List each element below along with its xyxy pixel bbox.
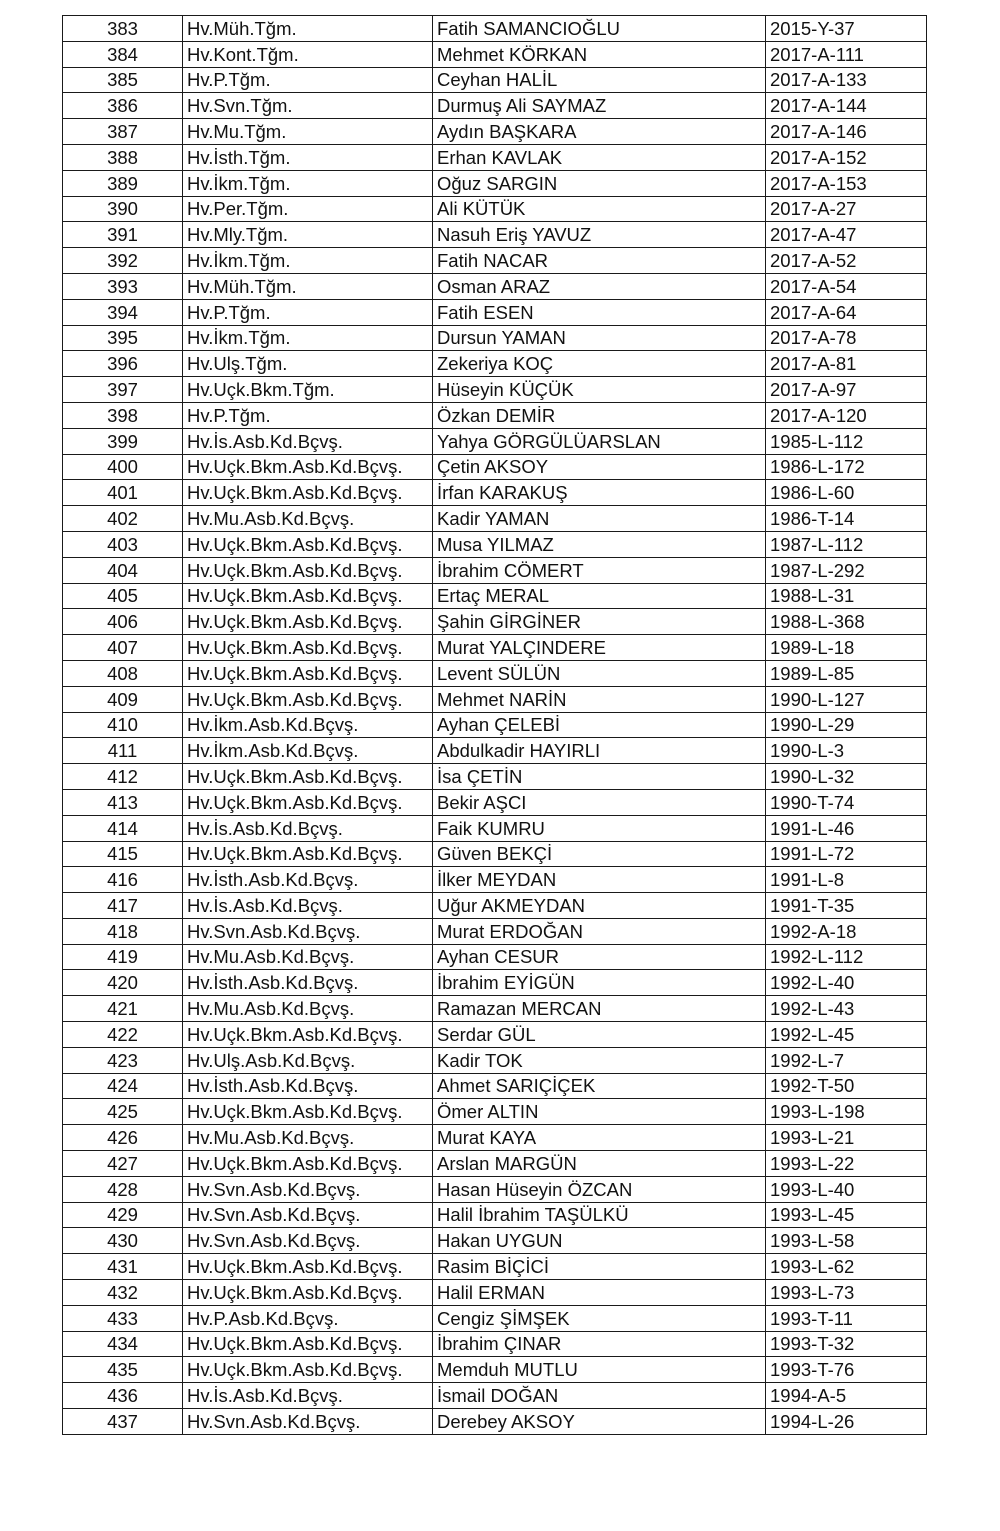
full-name-cell: Ayhan CESUR: [433, 944, 766, 970]
row-number-cell: 395: [63, 325, 183, 351]
rank-cell: Hv.İs.Asb.Kd.Bçvş.: [183, 815, 433, 841]
full-name-cell: Musa YILMAZ: [433, 531, 766, 557]
table-row: [63, 1202, 927, 1228]
full-name-cell: Durmuş Ali SAYMAZ: [433, 93, 766, 119]
row-number-cell: 412: [63, 764, 183, 790]
registry-number-cell: 2017-A-152: [766, 144, 927, 170]
table-row: [63, 428, 927, 454]
row-number-cell: 428: [63, 1176, 183, 1202]
rank-cell: Hv.İkm.Asb.Kd.Bçvş.: [183, 712, 433, 738]
table-row: [63, 454, 927, 480]
row-number-cell: 409: [63, 686, 183, 712]
table-row: [63, 196, 927, 222]
table-row: [63, 557, 927, 583]
rank-cell: Hv.Uçk.Bkm.Asb.Kd.Bçvş.: [183, 480, 433, 506]
table-row: [63, 170, 927, 196]
rank-cell: Hv.İs.Asb.Kd.Bçvş.: [183, 428, 433, 454]
table-row: [63, 996, 927, 1022]
table-row: [63, 1409, 927, 1435]
rank-cell: Hv.Mu.Tğm.: [183, 119, 433, 145]
row-number-cell: 401: [63, 480, 183, 506]
registry-number-cell: 2017-A-111: [766, 41, 927, 67]
registry-number-cell: 1993-L-40: [766, 1176, 927, 1202]
full-name-cell: Ceyhan HALİL: [433, 67, 766, 93]
table-row: [63, 1047, 927, 1073]
registry-number-cell: 2017-A-64: [766, 299, 927, 325]
registry-number-cell: 1992-T-50: [766, 1073, 927, 1099]
registry-number-cell: 1986-L-172: [766, 454, 927, 480]
registry-number-cell: 1990-L-127: [766, 686, 927, 712]
full-name-cell: İbrahim CÖMERT: [433, 557, 766, 583]
rank-cell: Hv.Uçk.Bkm.Asb.Kd.Bçvş.: [183, 841, 433, 867]
registry-number-cell: 1993-T-76: [766, 1357, 927, 1383]
registry-number-cell: 2017-A-81: [766, 351, 927, 377]
row-number-cell: 402: [63, 506, 183, 532]
rank-cell: Hv.Mly.Tğm.: [183, 222, 433, 248]
registry-number-cell: 1990-T-74: [766, 789, 927, 815]
rank-cell: Hv.Uçk.Bkm.Asb.Kd.Bçvş.: [183, 583, 433, 609]
row-number-cell: 392: [63, 248, 183, 274]
rank-cell: Hv.İkm.Tğm.: [183, 170, 433, 196]
table-row: [63, 273, 927, 299]
registry-number-cell: 1993-T-32: [766, 1331, 927, 1357]
table-row: [63, 583, 927, 609]
full-name-cell: Ahmet SARIÇİÇEK: [433, 1073, 766, 1099]
full-name-cell: İlker MEYDAN: [433, 867, 766, 893]
full-name-cell: Dursun YAMAN: [433, 325, 766, 351]
row-number-cell: 424: [63, 1073, 183, 1099]
table-row: [63, 67, 927, 93]
table-row: [63, 764, 927, 790]
registry-number-cell: 2017-A-120: [766, 402, 927, 428]
full-name-cell: Rasim BİÇİCİ: [433, 1254, 766, 1280]
row-number-cell: 427: [63, 1151, 183, 1177]
registry-number-cell: 1988-L-31: [766, 583, 927, 609]
rank-cell: Hv.İkm.Asb.Kd.Bçvş.: [183, 738, 433, 764]
table-row: [63, 1383, 927, 1409]
row-number-cell: 415: [63, 841, 183, 867]
table-row: [63, 377, 927, 403]
row-number-cell: 413: [63, 789, 183, 815]
full-name-cell: İsmail DOĞAN: [433, 1383, 766, 1409]
registry-number-cell: 1992-L-43: [766, 996, 927, 1022]
registry-number-cell: 1993-L-21: [766, 1125, 927, 1151]
registry-number-cell: 1993-L-22: [766, 1151, 927, 1177]
rank-cell: Hv.Mu.Asb.Kd.Bçvş.: [183, 506, 433, 532]
row-number-cell: 421: [63, 996, 183, 1022]
registry-number-cell: 1990-L-32: [766, 764, 927, 790]
row-number-cell: 383: [63, 16, 183, 42]
row-number-cell: 407: [63, 635, 183, 661]
row-number-cell: 398: [63, 402, 183, 428]
full-name-cell: Serdar GÜL: [433, 1022, 766, 1048]
table-row: [63, 841, 927, 867]
row-number-cell: 400: [63, 454, 183, 480]
table-row: [63, 93, 927, 119]
full-name-cell: İbrahim ÇINAR: [433, 1331, 766, 1357]
row-number-cell: 430: [63, 1228, 183, 1254]
full-name-cell: Mehmet NARİN: [433, 686, 766, 712]
full-name-cell: Derebey AKSOY: [433, 1409, 766, 1435]
full-name-cell: Memduh MUTLU: [433, 1357, 766, 1383]
table-row: [63, 41, 927, 67]
table-row: [63, 635, 927, 661]
registry-number-cell: 2017-A-47: [766, 222, 927, 248]
table-row: [63, 531, 927, 557]
full-name-cell: Ayhan ÇELEBİ: [433, 712, 766, 738]
full-name-cell: Ertaç MERAL: [433, 583, 766, 609]
full-name-cell: Ömer ALTIN: [433, 1099, 766, 1125]
table-row: [63, 738, 927, 764]
rank-cell: Hv.Svn.Asb.Kd.Bçvş.: [183, 1202, 433, 1228]
rank-cell: Hv.P.Tğm.: [183, 299, 433, 325]
row-number-cell: 436: [63, 1383, 183, 1409]
rank-cell: Hv.İsth.Asb.Kd.Bçvş.: [183, 970, 433, 996]
full-name-cell: İbrahim EYİGÜN: [433, 970, 766, 996]
full-name-cell: Arslan MARGÜN: [433, 1151, 766, 1177]
table-row: [63, 119, 927, 145]
rank-cell: Hv.Ulş.Tğm.: [183, 351, 433, 377]
registry-number-cell: 1992-L-7: [766, 1047, 927, 1073]
full-name-cell: Çetin AKSOY: [433, 454, 766, 480]
full-name-cell: Halil İbrahim TAŞÜLKÜ: [433, 1202, 766, 1228]
table-row: [63, 1280, 927, 1306]
full-name-cell: Özkan DEMİR: [433, 402, 766, 428]
rank-cell: Hv.İsth.Asb.Kd.Bçvş.: [183, 867, 433, 893]
full-name-cell: Kadir YAMAN: [433, 506, 766, 532]
table-row: [63, 1125, 927, 1151]
registry-number-cell: 1993-L-45: [766, 1202, 927, 1228]
row-number-cell: 418: [63, 918, 183, 944]
table-row: [63, 506, 927, 532]
row-number-cell: 437: [63, 1409, 183, 1435]
registry-number-cell: 1992-L-112: [766, 944, 927, 970]
rank-cell: Hv.Mu.Asb.Kd.Bçvş.: [183, 1125, 433, 1151]
full-name-cell: Mehmet KÖRKAN: [433, 41, 766, 67]
row-number-cell: 386: [63, 93, 183, 119]
rank-cell: Hv.Svn.Asb.Kd.Bçvş.: [183, 1409, 433, 1435]
table-row: [63, 1357, 927, 1383]
registry-number-cell: 1994-L-26: [766, 1409, 927, 1435]
row-number-cell: 385: [63, 67, 183, 93]
row-number-cell: 426: [63, 1125, 183, 1151]
rank-cell: Hv.Mu.Asb.Kd.Bçvş.: [183, 996, 433, 1022]
registry-number-cell: 1991-L-46: [766, 815, 927, 841]
row-number-cell: 406: [63, 609, 183, 635]
rank-cell: Hv.Ulş.Asb.Kd.Bçvş.: [183, 1047, 433, 1073]
row-number-cell: 408: [63, 660, 183, 686]
row-number-cell: 422: [63, 1022, 183, 1048]
full-name-cell: Aydın BAŞKARA: [433, 119, 766, 145]
rank-cell: Hv.Uçk.Bkm.Asb.Kd.Bçvş.: [183, 1280, 433, 1306]
full-name-cell: Şahin GİRGİNER: [433, 609, 766, 635]
registry-number-cell: 2017-A-153: [766, 170, 927, 196]
table-row: [63, 1176, 927, 1202]
rank-cell: Hv.P.Asb.Kd.Bçvş.: [183, 1305, 433, 1331]
full-name-cell: Oğuz SARGIN: [433, 170, 766, 196]
rank-cell: Hv.Uçk.Bkm.Asb.Kd.Bçvş.: [183, 1022, 433, 1048]
row-number-cell: 410: [63, 712, 183, 738]
table-row: [63, 686, 927, 712]
rank-cell: Hv.Uçk.Bkm.Asb.Kd.Bçvş.: [183, 1099, 433, 1125]
full-name-cell: Ali KÜTÜK: [433, 196, 766, 222]
table-row: [63, 1254, 927, 1280]
registry-number-cell: 1985-L-112: [766, 428, 927, 454]
row-number-cell: 393: [63, 273, 183, 299]
row-number-cell: 419: [63, 944, 183, 970]
table-row: [63, 299, 927, 325]
full-name-cell: Halil ERMAN: [433, 1280, 766, 1306]
full-name-cell: İsa ÇETİN: [433, 764, 766, 790]
registry-number-cell: 1993-L-58: [766, 1228, 927, 1254]
full-name-cell: Osman ARAZ: [433, 273, 766, 299]
full-name-cell: Fatih NACAR: [433, 248, 766, 274]
table-row: [63, 1099, 927, 1125]
registry-number-cell: 1988-L-368: [766, 609, 927, 635]
full-name-cell: Fatih SAMANCIOĞLU: [433, 16, 766, 42]
row-number-cell: 435: [63, 1357, 183, 1383]
registry-number-cell: 1992-L-40: [766, 970, 927, 996]
registry-number-cell: 2017-A-144: [766, 93, 927, 119]
rank-cell: Hv.Uçk.Bkm.Asb.Kd.Bçvş.: [183, 557, 433, 583]
rank-cell: Hv.Uçk.Bkm.Asb.Kd.Bçvş.: [183, 531, 433, 557]
registry-number-cell: 1986-T-14: [766, 506, 927, 532]
row-number-cell: 433: [63, 1305, 183, 1331]
full-name-cell: İrfan KARAKUŞ: [433, 480, 766, 506]
table-row: [63, 144, 927, 170]
full-name-cell: Murat YALÇINDERE: [433, 635, 766, 661]
full-name-cell: Nasuh Eriş YAVUZ: [433, 222, 766, 248]
rank-cell: Hv.Kont.Tğm.: [183, 41, 433, 67]
registry-number-cell: 2017-A-97: [766, 377, 927, 403]
rank-cell: Hv.Svn.Asb.Kd.Bçvş.: [183, 1228, 433, 1254]
rank-cell: Hv.Uçk.Bkm.Asb.Kd.Bçvş.: [183, 660, 433, 686]
table-row: [63, 660, 927, 686]
rank-cell: Hv.Uçk.Bkm.Asb.Kd.Bçvş.: [183, 1254, 433, 1280]
row-number-cell: 429: [63, 1202, 183, 1228]
registry-number-cell: 2017-A-78: [766, 325, 927, 351]
table-row: [63, 918, 927, 944]
full-name-cell: Murat KAYA: [433, 1125, 766, 1151]
registry-number-cell: 1986-L-60: [766, 480, 927, 506]
registry-number-cell: 1990-L-3: [766, 738, 927, 764]
full-name-cell: Bekir AŞCI: [433, 789, 766, 815]
rank-cell: Hv.Uçk.Bkm.Asb.Kd.Bçvş.: [183, 609, 433, 635]
rank-cell: Hv.Uçk.Bkm.Asb.Kd.Bçvş.: [183, 789, 433, 815]
full-name-cell: Ramazan MERCAN: [433, 996, 766, 1022]
table-row: [63, 815, 927, 841]
rank-cell: Hv.Svn.Asb.Kd.Bçvş.: [183, 918, 433, 944]
registry-number-cell: 2017-A-52: [766, 248, 927, 274]
row-number-cell: 396: [63, 351, 183, 377]
registry-number-cell: 1991-T-35: [766, 893, 927, 919]
rank-cell: Hv.İs.Asb.Kd.Bçvş.: [183, 1383, 433, 1409]
registry-number-cell: 1987-L-292: [766, 557, 927, 583]
full-name-cell: Levent SÜLÜN: [433, 660, 766, 686]
row-number-cell: 394: [63, 299, 183, 325]
full-name-cell: Fatih ESEN: [433, 299, 766, 325]
row-number-cell: 411: [63, 738, 183, 764]
row-number-cell: 404: [63, 557, 183, 583]
table-row: [63, 351, 927, 377]
registry-number-cell: 1993-L-198: [766, 1099, 927, 1125]
full-name-cell: Zekeriya KOÇ: [433, 351, 766, 377]
registry-number-cell: 1993-L-73: [766, 1280, 927, 1306]
full-name-cell: Yahya GÖRGÜLÜARSLAN: [433, 428, 766, 454]
table-row: [63, 789, 927, 815]
row-number-cell: 417: [63, 893, 183, 919]
table-row: [63, 402, 927, 428]
row-number-cell: 390: [63, 196, 183, 222]
full-name-cell: Murat ERDOĞAN: [433, 918, 766, 944]
full-name-cell: Hasan Hüseyin ÖZCAN: [433, 1176, 766, 1202]
table-row: [63, 1022, 927, 1048]
rank-cell: Hv.Müh.Tğm.: [183, 16, 433, 42]
registry-number-cell: 1990-L-29: [766, 712, 927, 738]
table-row: [63, 248, 927, 274]
rank-cell: Hv.İkm.Tğm.: [183, 325, 433, 351]
rank-cell: Hv.Müh.Tğm.: [183, 273, 433, 299]
rank-cell: Hv.Uçk.Bkm.Asb.Kd.Bçvş.: [183, 1331, 433, 1357]
row-number-cell: 432: [63, 1280, 183, 1306]
row-number-cell: 431: [63, 1254, 183, 1280]
row-number-cell: 416: [63, 867, 183, 893]
rank-cell: Hv.Per.Tğm.: [183, 196, 433, 222]
rank-cell: Hv.Uçk.Bkm.Asb.Kd.Bçvş.: [183, 764, 433, 790]
full-name-cell: Kadir TOK: [433, 1047, 766, 1073]
full-name-cell: Erhan KAVLAK: [433, 144, 766, 170]
row-number-cell: 399: [63, 428, 183, 454]
full-name-cell: Cengiz ŞİMŞEK: [433, 1305, 766, 1331]
rank-cell: Hv.Uçk.Bkm.Asb.Kd.Bçvş.: [183, 635, 433, 661]
rank-cell: Hv.Uçk.Bkm.Asb.Kd.Bçvş.: [183, 454, 433, 480]
rank-cell: Hv.P.Tğm.: [183, 402, 433, 428]
rank-cell: Hv.İsth.Asb.Kd.Bçvş.: [183, 1073, 433, 1099]
row-number-cell: 391: [63, 222, 183, 248]
registry-number-cell: 1991-L-8: [766, 867, 927, 893]
table-row: [63, 480, 927, 506]
row-number-cell: 420: [63, 970, 183, 996]
full-name-cell: Hakan UYGUN: [433, 1228, 766, 1254]
full-name-cell: Hüseyin KÜÇÜK: [433, 377, 766, 403]
registry-number-cell: 1989-L-85: [766, 660, 927, 686]
row-number-cell: 425: [63, 1099, 183, 1125]
registry-number-cell: 1993-T-11: [766, 1305, 927, 1331]
row-number-cell: 423: [63, 1047, 183, 1073]
rank-cell: Hv.İkm.Tğm.: [183, 248, 433, 274]
table-row: [63, 1073, 927, 1099]
row-number-cell: 434: [63, 1331, 183, 1357]
table-row: [63, 222, 927, 248]
registry-number-cell: 1991-L-72: [766, 841, 927, 867]
rank-cell: Hv.Mu.Asb.Kd.Bçvş.: [183, 944, 433, 970]
rank-cell: Hv.Uçk.Bkm.Asb.Kd.Bçvş.: [183, 686, 433, 712]
row-number-cell: 397: [63, 377, 183, 403]
registry-number-cell: 1989-L-18: [766, 635, 927, 661]
registry-number-cell: 2017-A-133: [766, 67, 927, 93]
registry-number-cell: 1994-A-5: [766, 1383, 927, 1409]
table-row: [63, 1151, 927, 1177]
rank-cell: Hv.İsth.Tğm.: [183, 144, 433, 170]
table-row: [63, 712, 927, 738]
registry-number-cell: 1992-A-18: [766, 918, 927, 944]
table-row: [63, 1228, 927, 1254]
row-number-cell: 405: [63, 583, 183, 609]
table-row: [63, 16, 927, 42]
table-row: [63, 1305, 927, 1331]
row-number-cell: 387: [63, 119, 183, 145]
registry-number-cell: 2017-A-27: [766, 196, 927, 222]
table-row: [63, 944, 927, 970]
rank-cell: Hv.Svn.Asb.Kd.Bçvş.: [183, 1176, 433, 1202]
table-row: [63, 893, 927, 919]
row-number-cell: 414: [63, 815, 183, 841]
registry-number-cell: 2015-Y-37: [766, 16, 927, 42]
personnel-table-body: [63, 16, 927, 1435]
registry-number-cell: 1993-L-62: [766, 1254, 927, 1280]
row-number-cell: 384: [63, 41, 183, 67]
rank-cell: Hv.Uçk.Bkm.Tğm.: [183, 377, 433, 403]
rank-cell: Hv.Svn.Tğm.: [183, 93, 433, 119]
full-name-cell: Uğur AKMEYDAN: [433, 893, 766, 919]
row-number-cell: 403: [63, 531, 183, 557]
table-row: [63, 325, 927, 351]
full-name-cell: Abdulkadir HAYIRLI: [433, 738, 766, 764]
rank-cell: Hv.İs.Asb.Kd.Bçvş.: [183, 893, 433, 919]
rank-cell: Hv.Uçk.Bkm.Asb.Kd.Bçvş.: [183, 1357, 433, 1383]
registry-number-cell: 1987-L-112: [766, 531, 927, 557]
table-row: [63, 1331, 927, 1357]
rank-cell: Hv.Uçk.Bkm.Asb.Kd.Bçvş.: [183, 1151, 433, 1177]
registry-number-cell: 2017-A-146: [766, 119, 927, 145]
registry-number-cell: 2017-A-54: [766, 273, 927, 299]
table-row: [63, 970, 927, 996]
row-number-cell: 389: [63, 170, 183, 196]
row-number-cell: 388: [63, 144, 183, 170]
registry-number-cell: 1992-L-45: [766, 1022, 927, 1048]
full-name-cell: Güven BEKÇİ: [433, 841, 766, 867]
full-name-cell: Faik KUMRU: [433, 815, 766, 841]
table-row: [63, 609, 927, 635]
rank-cell: Hv.P.Tğm.: [183, 67, 433, 93]
table-row: [63, 867, 927, 893]
personnel-table: [62, 15, 927, 1435]
